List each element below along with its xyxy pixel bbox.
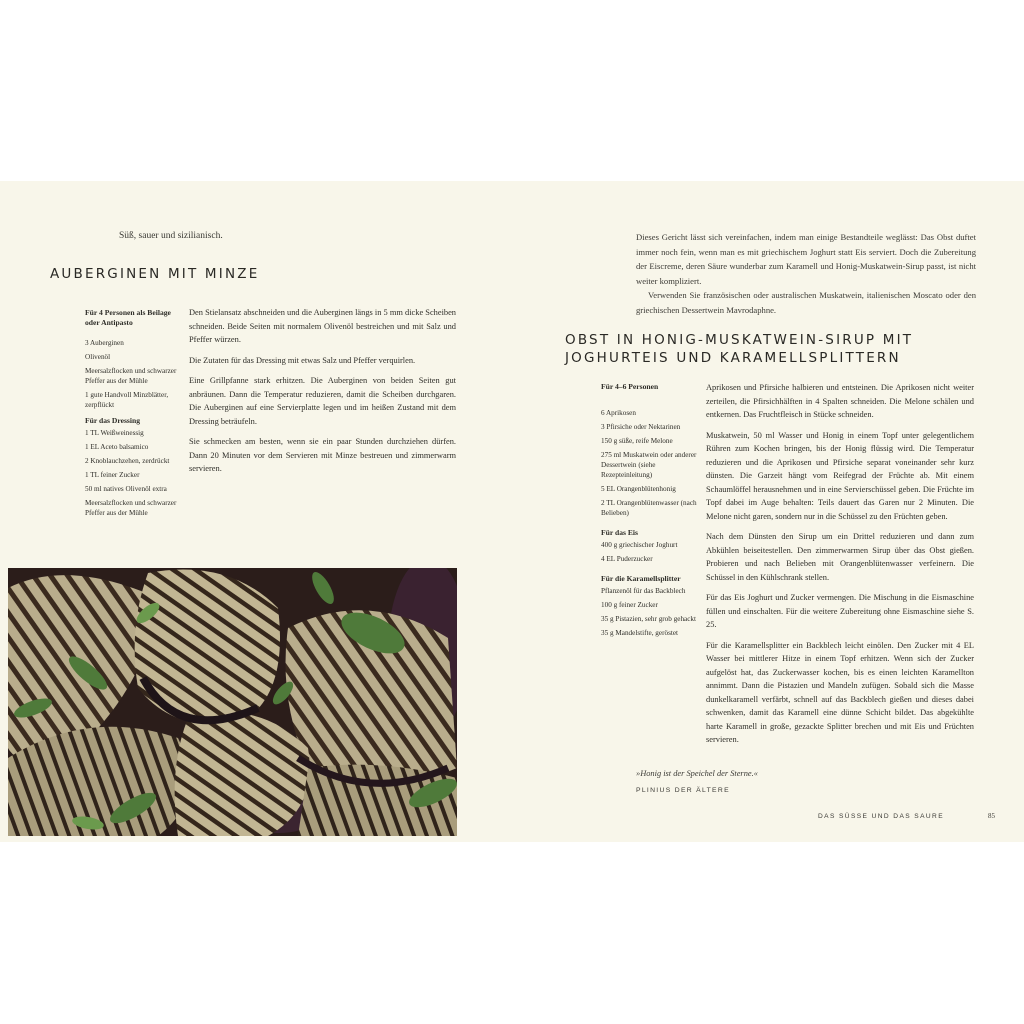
right-ingredients-heading: Für 4–6 Personen <box>601 382 659 391</box>
method-step: Den Stielansatz abschneiden und die Auberginen längs in 5 mm dicke Scheiben schneiden. Beide Seiten mit normalem Olivenöl bestreichen und mit Salz und Pfeffer würzen. <box>189 308 456 344</box>
left-intro: Süß, sauer und sizilianisch. <box>119 231 223 241</box>
caramel-heading: Für die Karamellsplitter <box>601 574 681 583</box>
ingredient: 3 Pfirsiche oder Nektarinen <box>601 423 681 431</box>
right-ingredients <box>601 382 701 642</box>
ingredient: 275 ml Muskatwein oder anderer Dessertwein (siehe Rezepteinleitung) <box>601 451 697 479</box>
ingredient: 400 g griechischer Joghurt <box>601 541 678 549</box>
aubergine-illustration <box>8 568 457 836</box>
ingredient: 150 g süße, reife Melone <box>601 437 673 445</box>
chapter-footer: DAS SÜSSE UND DAS SAURE <box>818 813 944 820</box>
grilled-aubergine-photo <box>8 568 457 836</box>
ingredient: 35 g Mandelstifte, geröstet <box>601 629 679 637</box>
ingredient: 1 TL Weißweinessig <box>85 429 144 437</box>
page-number: 85 <box>988 812 995 820</box>
method-step: Nach dem Dünsten den Sirup um ein Drittel reduzieren und dann zum Abkühlen beiseitestellen. Den zimmerwarmen Sirup über das Obst gießen. Probieren und nach Belieben mit Orangenblütenwasser verfeinern. Die Schüssel in den Kühlschrank stellen. <box>706 532 974 582</box>
method-step: Sie schmecken am besten, wenn sie ein paar Stunden durchziehen dürfen. Dann 20 Minuten vor dem Servieren mit Minze bestreuen und zimmerwarm servieren. <box>189 437 456 473</box>
quote: »Honig ist der Speichel der Sterne.« <box>636 769 758 778</box>
ingredient: 2 TL Orangenblütenwasser (nach Belieben) <box>601 499 697 517</box>
quote-author: PLINIUS DER ÄLTERE <box>636 787 730 794</box>
method-step: Eine Grillpfanne stark erhitzen. Die Auberginen von beiden Seiten gut anbräunen. Dann die Temperatur reduzieren, damit die Scheiben durchgaren. Die Auberginen auf eine Servierplatte legen und im heißen Zustand mit dem Dressing beträufeln. <box>189 376 456 426</box>
method-step: Für die Karamellsplitter ein Backblech leicht einölen. Den Zucker mit 4 EL Wasser bei mittlerer Hitze in einem Topf erhitzen. Wenn sich der Zucker aufgelöst hat, das Zuckerwasser kochen, bis es einen leichten Karamellton annimmt. Dann die Pistazien und Mandeln zufügen. Sobald sich die Masse dunkelkaramell verfärbt, schnell auf das Backblech gießen und dieses dabei schwenken, damit das Karamell eine dünne Schicht bildet. Das abgekühlte harte Karamell in große, gezackte Splitter brechen und mit Eis und Früchten servieren. <box>706 640 974 744</box>
method-step: Muskatwein, 50 ml Wasser und Honig in einem Topf unter gelegentlichem Rühren zum Kochen bringen, bis der Honig flüssig wird. Die Temperatur reduzieren und die Aprikosen und Pfirsiche separat voneinander sehr kurz dünsten. Die Garzeit hängt vom Reifegrad der Früchte ab. Mit einem Schaumlöffel herausnehmen und in eine Servierschüssel geben. Die Früchte im Topf dabei im Auge behalten: Teils dauert das Garen nur 2 Minuten. Die Melone nicht garen, sondern nur in die Schüssel zu den Früchten geben. <box>706 430 974 521</box>
ingredient: 1 TL feiner Zucker <box>85 471 140 479</box>
ingredient: 3 Auberginen <box>85 339 124 347</box>
ingredient: 50 ml natives Olivenöl extra <box>85 485 167 493</box>
right-intro-paragraph: Dieses Gericht lässt sich vereinfachen, indem man einige Bestandteile weglässt: Das Obst duftet immer noch fein, wenn man es mit griechischem Joghurt statt Eis serviert. Doch die Zubereitung der Eiscreme, deren Säure wunderbar zum Karamell und Honig-Muskatwein-Sirup passt, ist nicht weiter kompliziert. <box>636 232 976 286</box>
ingredient: 2 Knoblauchzehen, zerdrückt <box>85 457 170 465</box>
ingredient: 6 Aprikosen <box>601 409 636 417</box>
method-step: Aprikosen und Pfirsiche halbieren und entsteinen. Die Aprikosen nicht weiter zerteilen, die Pfirsichhälften in 4 Spalten schneiden. Die Melone schälen und entkernen. Das Fruchtfleisch in Stücke schneiden. <box>706 383 974 419</box>
left-ingredients <box>85 308 185 522</box>
right-title-line: JOGHURTEIS UND KARAMELLSPLITTERN <box>565 350 901 366</box>
right-intro-paragraph: Verwenden Sie französischen oder australischen Muskatwein, italienischen Moscato oder den griechischen Dessertwein Mavrodaphne. <box>636 290 976 315</box>
left-ingredients-heading: Für 4 Personen als Beilage oder Antipasto <box>85 308 171 327</box>
ingredient: 5 EL Orangenblütenhonig <box>601 485 676 493</box>
ingredient: Olivenöl <box>85 353 111 361</box>
ingredient: Meersalzflocken und schwarzer Pfeffer aus der Mühle <box>85 499 177 517</box>
right-title-line: OBST IN HONIG-MUSKATWEIN-SIRUP MIT <box>565 332 914 348</box>
ingredient: Meersalzflocken und schwarzer Pfeffer aus der Mühle <box>85 367 177 385</box>
ingredient: 100 g feiner Zucker <box>601 601 658 609</box>
left-method <box>189 306 456 483</box>
ingredient: Pflanzenöl für das Backblech <box>601 587 686 595</box>
dressing-heading: Für das Dressing <box>85 416 140 425</box>
book-spread <box>0 181 1024 842</box>
left-recipe-title: AUBERGINEN MIT MINZE <box>50 266 260 282</box>
ingredient: 4 EL Puderzucker <box>601 555 653 563</box>
right-recipe-title <box>565 331 985 367</box>
ingredient: 35 g Pistazien, sehr grob gehackt <box>601 615 697 623</box>
method-step: Für das Eis Joghurt und Zucker vermengen. Die Mischung in die Eismaschine füllen und einschalten. Für die weitere Zubereitung ohne Eismaschine siehe S. 25. <box>706 593 974 629</box>
method-step: Die Zutaten für das Dressing mit etwas Salz und Pfeffer verquirlen. <box>189 355 416 365</box>
ingredient: 1 gute Handvoll Minzblätter, zerpflückt <box>85 391 169 409</box>
right-method <box>706 381 974 754</box>
ice-heading: Für das Eis <box>601 528 638 537</box>
ingredient: 1 EL Aceto balsamico <box>85 443 149 451</box>
right-intro <box>636 230 976 318</box>
